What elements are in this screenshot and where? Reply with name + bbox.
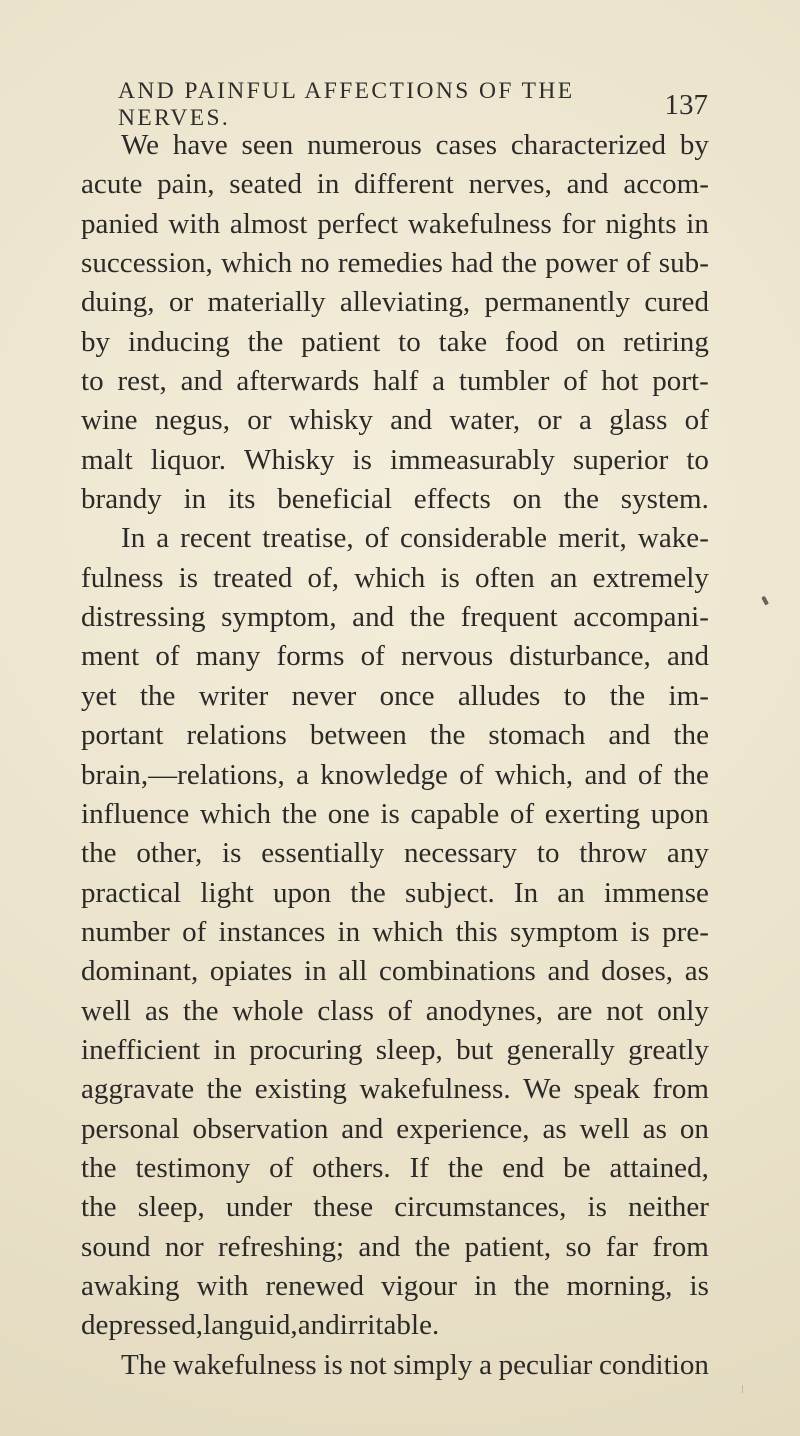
text-word: portant bbox=[81, 719, 164, 752]
text-word: pain, bbox=[157, 168, 215, 201]
text-word: all bbox=[338, 955, 368, 988]
text-word: an bbox=[557, 876, 585, 909]
text-word: subject. bbox=[404, 876, 495, 909]
text-word: necessary bbox=[403, 837, 518, 870]
text-line bbox=[81, 480, 709, 519]
text-word: on bbox=[512, 483, 542, 516]
text-line bbox=[81, 205, 709, 244]
text-word: have bbox=[172, 129, 228, 161]
text-word: practical bbox=[81, 876, 182, 909]
text-word: procuring bbox=[249, 1033, 363, 1066]
text-word: merit, bbox=[558, 522, 627, 555]
text-word: effects bbox=[413, 483, 491, 516]
text-word: of bbox=[684, 404, 709, 437]
text-word: afterwards bbox=[236, 365, 360, 398]
text-word: generally bbox=[506, 1033, 615, 1066]
text-word: end bbox=[502, 1151, 545, 1184]
text-word: forms bbox=[276, 640, 345, 673]
text-line bbox=[81, 1031, 709, 1070]
text-word: well bbox=[81, 994, 132, 1027]
text-word: sleep, bbox=[137, 1191, 205, 1224]
text-word: retiring bbox=[623, 325, 709, 358]
text-word: pre- bbox=[662, 915, 709, 948]
text-word: immense bbox=[603, 876, 709, 909]
text-word: of bbox=[626, 247, 651, 280]
text-word: of, bbox=[307, 561, 340, 594]
text-word: one bbox=[327, 797, 370, 830]
page-number: 137 bbox=[664, 88, 708, 121]
running-head bbox=[118, 78, 708, 131]
text-word: no bbox=[300, 247, 330, 280]
text-word: tumbler bbox=[458, 365, 550, 398]
text-word: awaking bbox=[81, 1269, 180, 1302]
text-word: symptom, bbox=[221, 601, 337, 634]
text-word: or bbox=[168, 286, 194, 319]
text-word: doses, bbox=[601, 955, 674, 988]
text-word: capable bbox=[410, 797, 500, 830]
text-word: other, bbox=[136, 837, 203, 870]
text-word: nor bbox=[164, 1230, 204, 1263]
text-word: which bbox=[199, 797, 272, 830]
text-word: system. bbox=[620, 483, 709, 516]
text-word: is bbox=[380, 797, 400, 830]
text-line bbox=[81, 716, 709, 755]
text-word: If bbox=[409, 1151, 429, 1184]
text-line bbox=[81, 323, 709, 362]
text-word: considerable bbox=[399, 522, 548, 555]
text-word: is bbox=[352, 443, 372, 476]
text-word: and bbox=[584, 758, 627, 791]
text-word: by bbox=[81, 325, 111, 358]
running-title: AND PAINFUL AFFECTIONS OF THE NERVES. bbox=[118, 78, 575, 131]
text-line bbox=[81, 677, 709, 716]
text-word: had bbox=[451, 247, 494, 280]
text-word: a bbox=[432, 365, 446, 398]
text-line bbox=[81, 913, 709, 952]
text-word: and bbox=[390, 404, 433, 437]
text-word: and bbox=[566, 168, 609, 201]
ink-mark bbox=[761, 596, 769, 606]
text-word: as bbox=[684, 955, 709, 988]
text-word: morning, bbox=[566, 1269, 673, 1302]
text-word: nerves, bbox=[468, 168, 552, 201]
text-word: writer bbox=[198, 679, 269, 712]
text-word: is bbox=[689, 1269, 709, 1302]
text-line bbox=[81, 519, 709, 558]
text-word: food bbox=[505, 325, 559, 358]
text-word: experience, bbox=[396, 1112, 530, 1145]
text-word: the bbox=[281, 797, 318, 830]
text-word: In bbox=[121, 522, 146, 555]
text-word: beneficial bbox=[277, 483, 393, 516]
text-word: and bbox=[297, 1309, 340, 1342]
text-word: the bbox=[81, 837, 117, 870]
text-line bbox=[81, 283, 709, 322]
text-word: the bbox=[206, 1073, 243, 1106]
text-word: permanently bbox=[484, 286, 631, 319]
text-line bbox=[81, 1228, 709, 1267]
text-word: and bbox=[358, 1230, 401, 1263]
text-word: or bbox=[247, 404, 272, 437]
text-word: is bbox=[440, 561, 460, 594]
text-word: the bbox=[429, 719, 466, 752]
text-word: irritable. bbox=[339, 1309, 440, 1342]
text-word: anodynes, bbox=[425, 994, 544, 1027]
text-word: sub- bbox=[658, 247, 709, 280]
text-line bbox=[81, 165, 709, 204]
text-line bbox=[81, 1070, 709, 1109]
text-word: extremely bbox=[592, 561, 709, 594]
text-line bbox=[81, 362, 709, 401]
text-line bbox=[81, 992, 709, 1031]
text-word: malt bbox=[81, 443, 133, 476]
text-word: knowledge bbox=[320, 758, 448, 791]
text-line bbox=[81, 874, 709, 913]
text-word: of bbox=[360, 640, 385, 673]
text-word: and bbox=[547, 955, 590, 988]
text-line bbox=[81, 952, 709, 991]
text-word: many bbox=[195, 640, 261, 673]
text-word: observation bbox=[192, 1112, 329, 1145]
text-word: distressing bbox=[81, 601, 206, 634]
text-word: wine bbox=[81, 404, 138, 437]
text-word: of bbox=[509, 797, 535, 830]
text-word: dominant, bbox=[81, 955, 199, 988]
text-word: rest, bbox=[117, 365, 167, 398]
text-word: of bbox=[155, 640, 180, 673]
text-word: recent bbox=[180, 522, 252, 555]
text-word: upon bbox=[650, 797, 709, 830]
text-word: far bbox=[605, 1230, 639, 1263]
text-word: in bbox=[303, 955, 327, 988]
text-line bbox=[81, 1306, 709, 1345]
text-word: the bbox=[609, 679, 646, 712]
text-line bbox=[81, 1267, 709, 1306]
text-word: instances bbox=[218, 915, 326, 948]
text-word: port- bbox=[652, 365, 709, 398]
text-word: aggravate bbox=[81, 1073, 195, 1106]
text-line bbox=[81, 1149, 709, 1188]
text-word: the bbox=[447, 1151, 484, 1184]
text-word: of bbox=[387, 994, 412, 1027]
text-word: power bbox=[545, 247, 619, 280]
text-word: of bbox=[459, 758, 484, 791]
text-line bbox=[81, 756, 709, 795]
text-word: which bbox=[221, 247, 293, 280]
text-word: of bbox=[637, 758, 663, 791]
text-word: any bbox=[666, 837, 709, 870]
text-word: liquor. bbox=[150, 443, 227, 476]
text-word: alleviating, bbox=[339, 286, 471, 319]
text-word: but bbox=[456, 1033, 494, 1066]
text-word: immeasurably bbox=[390, 443, 555, 476]
text-word: the bbox=[513, 1269, 550, 1302]
text-word: often bbox=[475, 561, 535, 594]
text-word: and bbox=[666, 640, 709, 673]
text-word: seated bbox=[229, 168, 303, 201]
text-word: or bbox=[537, 404, 562, 437]
text-word: take bbox=[438, 325, 488, 358]
text-word: in bbox=[213, 1033, 237, 1066]
text-word: speak bbox=[573, 1073, 640, 1106]
text-line bbox=[81, 637, 709, 676]
text-word: attained, bbox=[609, 1151, 709, 1184]
text-word: an bbox=[549, 561, 578, 594]
text-word: so bbox=[565, 1230, 592, 1263]
text-word: of bbox=[182, 915, 207, 948]
text-word: which bbox=[354, 561, 426, 594]
text-word: not bbox=[349, 1348, 387, 1381]
text-word: in bbox=[183, 483, 207, 516]
text-word: brain,—relations, bbox=[81, 758, 285, 791]
text-word: a bbox=[156, 522, 170, 555]
text-word: with bbox=[168, 207, 221, 240]
text-word: water, bbox=[449, 404, 521, 437]
text-word: seen bbox=[241, 129, 294, 161]
text-word: succession, bbox=[81, 247, 213, 280]
text-word: im- bbox=[668, 679, 709, 712]
text-word: cases bbox=[435, 129, 498, 161]
text-word: combinations bbox=[379, 955, 536, 988]
text-word: sleep, bbox=[375, 1033, 443, 1066]
text-line bbox=[81, 1110, 709, 1149]
text-word: only bbox=[657, 994, 709, 1027]
text-word: never bbox=[291, 679, 357, 712]
text-word: refreshing; bbox=[217, 1230, 345, 1263]
text-word: and bbox=[341, 1112, 384, 1145]
text-word: is bbox=[587, 1191, 607, 1224]
text-word: perfect bbox=[317, 207, 399, 240]
text-word: We bbox=[523, 1073, 562, 1106]
text-word: testimony bbox=[135, 1151, 251, 1184]
text-word: greatly bbox=[628, 1033, 709, 1066]
text-word: in bbox=[337, 915, 361, 948]
text-word: hot bbox=[601, 365, 639, 398]
text-word: duing, bbox=[81, 286, 155, 319]
text-word: from bbox=[652, 1230, 709, 1263]
text-word: which, bbox=[494, 758, 574, 791]
text-word: We bbox=[121, 129, 160, 161]
text-word: of bbox=[364, 522, 389, 555]
text-line bbox=[81, 559, 709, 598]
text-word: inefficient bbox=[81, 1033, 201, 1066]
text-word: the bbox=[183, 994, 219, 1027]
text-word: is bbox=[222, 837, 242, 870]
text-word: this bbox=[455, 915, 498, 948]
text-word: The bbox=[121, 1348, 167, 1381]
text-word: the bbox=[673, 758, 709, 791]
text-word: remedies bbox=[337, 247, 443, 280]
text-word: on bbox=[679, 1112, 709, 1145]
text-word: wakefulness. bbox=[359, 1073, 511, 1106]
text-word: patient bbox=[301, 325, 381, 358]
text-word: nervous bbox=[400, 640, 494, 673]
text-word: cured bbox=[644, 286, 709, 319]
text-word: the bbox=[414, 1230, 451, 1263]
text-word: influence bbox=[81, 797, 190, 830]
text-word: wakefulness bbox=[172, 1348, 317, 1381]
text-word: to bbox=[563, 679, 587, 712]
text-line bbox=[81, 441, 709, 480]
text-word: acute bbox=[81, 168, 143, 201]
text-line bbox=[81, 834, 709, 873]
text-word: number bbox=[81, 915, 170, 948]
text-word: from bbox=[652, 1073, 709, 1106]
text-word: circumstances, bbox=[394, 1191, 567, 1224]
text-word: of bbox=[563, 365, 588, 398]
text-word: the bbox=[247, 325, 284, 358]
text-word: as bbox=[642, 1112, 667, 1145]
text-word: once bbox=[379, 679, 435, 712]
text-word: to bbox=[536, 837, 560, 870]
text-word: materially bbox=[207, 286, 326, 319]
text-word: the bbox=[139, 679, 176, 712]
text-word: accompani- bbox=[573, 601, 709, 634]
text-word: is bbox=[630, 915, 650, 948]
text-word: under bbox=[225, 1191, 293, 1224]
text-word: fulness bbox=[81, 561, 164, 594]
text-word: personal bbox=[81, 1112, 180, 1145]
text-word: the bbox=[563, 483, 600, 516]
text-word: well bbox=[579, 1112, 630, 1145]
text-line bbox=[81, 1346, 709, 1385]
text-word: the bbox=[501, 247, 538, 280]
text-word: as bbox=[542, 1112, 567, 1145]
text-line bbox=[81, 126, 709, 165]
text-word: is bbox=[323, 1348, 343, 1381]
text-word: class bbox=[317, 994, 374, 1027]
text-word: in bbox=[686, 207, 709, 240]
text-word: symptom bbox=[509, 915, 619, 948]
text-word: with bbox=[196, 1269, 249, 1302]
text-word: the bbox=[673, 719, 709, 752]
text-word: half bbox=[373, 365, 419, 398]
text-word: the bbox=[81, 1151, 117, 1184]
text-word: as bbox=[144, 994, 170, 1027]
text-word: are bbox=[556, 994, 593, 1027]
text-word: numerous bbox=[307, 129, 422, 161]
text-word: simply bbox=[393, 1348, 473, 1381]
text-word: sound bbox=[81, 1230, 151, 1263]
text-line bbox=[81, 244, 709, 283]
text-word: Whisky bbox=[244, 443, 335, 476]
text-word: wake- bbox=[637, 522, 709, 555]
text-word: to bbox=[81, 365, 104, 398]
text-word: renewed bbox=[265, 1269, 365, 1302]
text-word: upon bbox=[272, 876, 332, 909]
text-word: characterized bbox=[510, 129, 667, 161]
text-word: different bbox=[354, 168, 454, 201]
text-word: to bbox=[686, 443, 709, 476]
text-word: these bbox=[313, 1191, 374, 1224]
text-word: in bbox=[474, 1269, 497, 1302]
text-word: vigour bbox=[381, 1269, 458, 1302]
text-word: a bbox=[296, 758, 309, 791]
text-word: almost bbox=[229, 207, 308, 240]
text-word: throw bbox=[579, 837, 648, 870]
text-line bbox=[81, 1188, 709, 1227]
text-word: the bbox=[81, 1191, 117, 1224]
text-word: stomach bbox=[488, 719, 586, 752]
text-word: negus, bbox=[154, 404, 231, 437]
text-word: relations bbox=[186, 719, 287, 752]
text-word: exerting bbox=[544, 797, 641, 830]
text-word: for bbox=[561, 207, 596, 240]
text-word: accom- bbox=[623, 168, 709, 201]
text-word: existing bbox=[254, 1073, 347, 1106]
text-word: which bbox=[372, 915, 444, 948]
text-word: nights bbox=[605, 207, 677, 240]
text-word: whisky bbox=[288, 404, 373, 437]
text-word: opiates bbox=[209, 955, 293, 988]
text-word: peculiar bbox=[498, 1348, 593, 1381]
text-word: the bbox=[409, 601, 446, 634]
text-word: is bbox=[178, 561, 199, 594]
text-word: and bbox=[180, 365, 223, 398]
text-word: yet bbox=[81, 679, 117, 712]
text-word: in bbox=[316, 168, 340, 201]
text-word: a bbox=[579, 404, 592, 437]
text-word: wakefulness bbox=[407, 207, 552, 240]
text-word: treated bbox=[213, 561, 293, 594]
text-word: on bbox=[576, 325, 606, 358]
text-word: and bbox=[352, 601, 395, 634]
text-word: superior bbox=[572, 443, 669, 476]
text-word: languid, bbox=[203, 1309, 298, 1342]
text-word: depressed, bbox=[81, 1309, 204, 1342]
text-word: brandy bbox=[81, 483, 162, 516]
text-word: and bbox=[608, 719, 651, 752]
text-word: essentially bbox=[261, 837, 385, 870]
text-word: not bbox=[606, 994, 644, 1027]
text-word: glass bbox=[609, 404, 668, 437]
text-word: condition bbox=[598, 1348, 709, 1381]
text-word: panied bbox=[81, 207, 159, 240]
text-word: its bbox=[227, 483, 256, 516]
text-word: the bbox=[350, 876, 386, 909]
text-word: inducing bbox=[127, 325, 230, 358]
body-text bbox=[81, 126, 709, 1385]
text-line bbox=[81, 795, 709, 834]
text-word: frequent bbox=[460, 601, 558, 634]
paper-speck bbox=[742, 1385, 743, 1393]
text-line bbox=[81, 598, 709, 637]
text-word: a bbox=[479, 1348, 492, 1381]
text-word: to bbox=[398, 325, 421, 358]
text-word: patient, bbox=[464, 1230, 552, 1263]
text-word: of bbox=[269, 1151, 294, 1184]
text-word: In bbox=[513, 876, 539, 909]
text-word: by bbox=[679, 129, 709, 161]
text-word: ment bbox=[81, 640, 140, 673]
text-word: light bbox=[200, 876, 254, 909]
text-word: neither bbox=[628, 1191, 709, 1224]
text-word: be bbox=[563, 1151, 591, 1184]
text-word: whole bbox=[232, 994, 304, 1027]
text-word: treatise, bbox=[262, 522, 354, 555]
text-line bbox=[81, 401, 709, 440]
text-word: disturbance, bbox=[509, 640, 651, 673]
text-word: others. bbox=[312, 1151, 391, 1184]
text-word: between bbox=[309, 719, 407, 752]
text-word: alludes bbox=[457, 679, 541, 712]
